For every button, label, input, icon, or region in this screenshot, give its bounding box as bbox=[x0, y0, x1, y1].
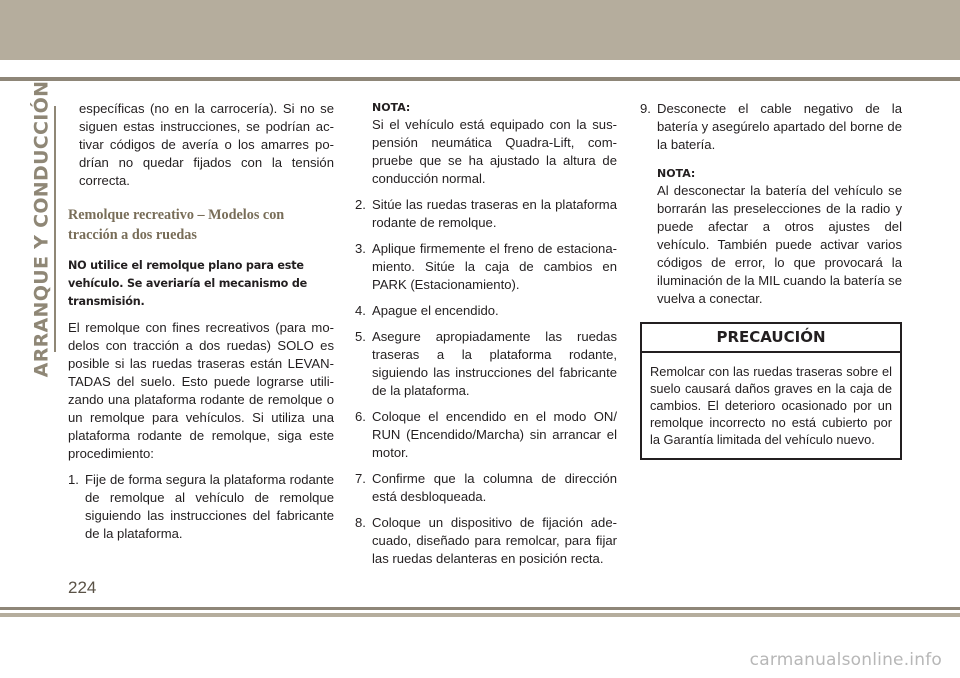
warning-text: NO utilice el remolque plano para este vehículo. Se averiaría el mecanismo de transmisión. bbox=[68, 259, 308, 308]
step-number: 5. bbox=[355, 329, 366, 344]
section-side-tab-label: ARRANQUE Y CONDUCCIÓN bbox=[30, 80, 52, 378]
header-rule bbox=[0, 77, 960, 81]
step-text: Coloque un dispositivo de fijación adecuado, diseñado para remolcar, para fijar las ruedas delanteras en posición recta. bbox=[372, 515, 617, 566]
note-text: Si el vehículo está equipado con la suspensión neumática Quadra-Lift, compruebe que se ha ajustado la altura de conducción normal. bbox=[372, 117, 617, 186]
footer-band bbox=[0, 613, 960, 617]
section-heading: Remolque recreativo – Modelos con tracción a dos ruedas bbox=[68, 207, 285, 243]
step-item bbox=[68, 471, 334, 543]
step-list bbox=[68, 471, 334, 543]
note-block bbox=[640, 166, 902, 308]
header-band bbox=[0, 0, 960, 60]
column-2 bbox=[355, 100, 617, 568]
watermark-text: carmanualsonline.info bbox=[749, 650, 942, 670]
intro-paragraph: específicas (no en la carrocería). Si no se siguen estas instrucciones, se podrían activar códigos de avería o los amarres podrían no quedar fijados con la tensión correcta. bbox=[79, 101, 334, 188]
caution-title: PRECAUCIÓN bbox=[642, 324, 900, 353]
step-item bbox=[355, 302, 617, 320]
step-number: 3. bbox=[355, 241, 366, 256]
step-text: Fije de forma segura la plataforma rodante de remolque al vehículo de remolque siguiendo las instrucciones del fabricante de la plataforma. bbox=[85, 472, 334, 541]
body-paragraph: El remolque con fines recreativos (para modelos con tracción a dos ruedas) SOLO es posible si las ruedas traseras están LEVANTADAS del suelo. Esto puede lograrse utilizando una plataforma rodante de remolque o un remolque para vehículos. Si utiliza una plataforma rodante de remolque, siga este procedimiento: bbox=[68, 320, 334, 461]
side-tab-underline bbox=[54, 106, 56, 352]
caution-box bbox=[640, 322, 902, 460]
step-text: Apague el encendido. bbox=[372, 303, 499, 318]
step-item bbox=[355, 514, 617, 568]
column-3 bbox=[640, 100, 902, 460]
step-number: 8. bbox=[355, 515, 366, 530]
step-number: 1. bbox=[68, 472, 79, 487]
section-side-tab bbox=[26, 80, 56, 378]
step-number: 4. bbox=[355, 303, 366, 318]
step-text: Coloque el encendido en el modo ON/ RUN (Encendido/Marcha) sin arrancar el motor. bbox=[372, 409, 617, 460]
step-text: Aplique firmemente el freno de estacionamiento. Sitúe la caja de cambios en PARK (Estacionamiento). bbox=[372, 241, 617, 292]
step-number: 7. bbox=[355, 471, 366, 486]
column-1 bbox=[68, 100, 334, 543]
step-text: Confirme que la columna de dirección está desbloqueada. bbox=[372, 471, 617, 504]
footer-rule bbox=[0, 607, 960, 610]
step-number: 9. bbox=[640, 101, 651, 116]
note-label: NOTA: bbox=[372, 101, 411, 114]
step-text: Desconecte el cable negativo de la batería y asegúrelo apartado del borne de la batería. bbox=[657, 101, 902, 152]
step-number: 2. bbox=[355, 197, 366, 212]
step-list bbox=[640, 100, 902, 154]
step-item bbox=[355, 328, 617, 400]
step-item bbox=[640, 100, 902, 154]
page-number: 224 bbox=[68, 578, 97, 597]
note-label: NOTA: bbox=[657, 167, 696, 180]
step-item bbox=[355, 408, 617, 462]
caution-text: Remolcar con las ruedas traseras sobre el suelo causará daños graves en la caja de cambios. El deterioro ocasionado por un remolque incorrecto no está cubierto por la Garantía limitada del vehículo nuevo. bbox=[650, 364, 892, 447]
note-text: Al desconectar la batería del vehículo se borrarán las preselecciones de la radio y puede afectar a otros ajustes del vehículo. También puede activar varios códigos de error, lo que provocará la iluminación de la MIL cuando la batería se vuelva a conectar. bbox=[657, 183, 902, 306]
step-item bbox=[355, 196, 617, 232]
note-block bbox=[355, 100, 617, 188]
step-item bbox=[355, 470, 617, 506]
step-text: Sitúe las ruedas traseras en la plataforma rodante de remolque. bbox=[372, 197, 617, 230]
step-text: Asegure apropiadamente las ruedas traseras a la plataforma rodante, siguiendo las instrucciones del fabricante de la plataforma. bbox=[372, 329, 617, 398]
step-number: 6. bbox=[355, 409, 366, 424]
step-item bbox=[355, 240, 617, 294]
step-list bbox=[355, 196, 617, 568]
